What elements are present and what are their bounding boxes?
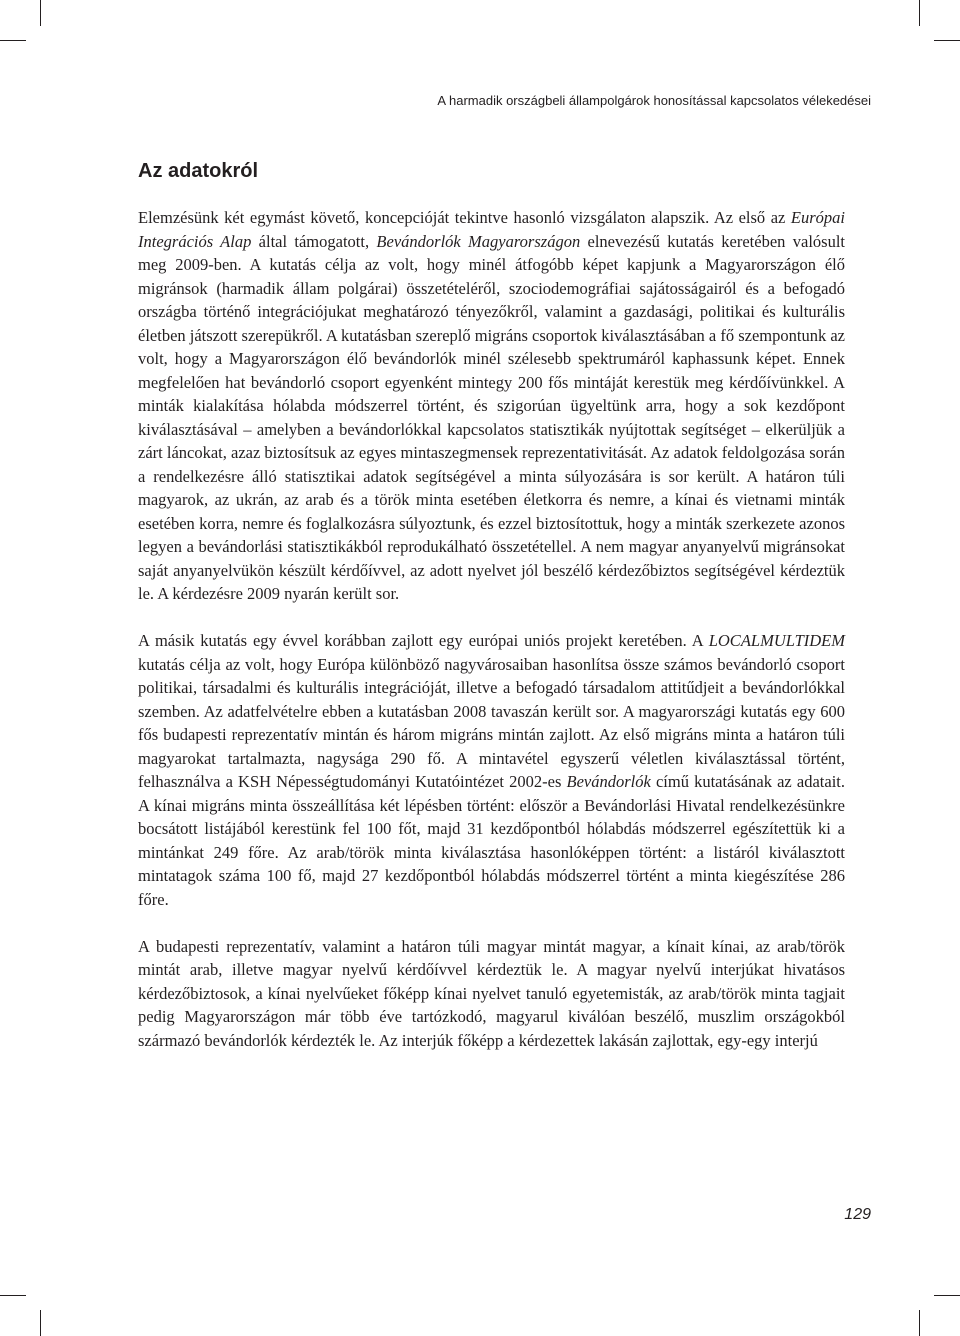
page-number: 129 bbox=[844, 1206, 871, 1223]
body-text bbox=[138, 206, 845, 1052]
crop-mark-bottom-right-h bbox=[934, 1295, 960, 1296]
paragraph-3: A budapesti reprezentatív, valamint a határon túli magyar mintát magyar, a kínait kínai, az arab/török mintát arab, illetve magyar nyelvű kérdőívvel kérdeztük le. A magyar nyelvű interjúkat hivatásos kérdezőbiztosok, a kínai nyelvűeket főképp kínai nyelvet tanuló egyetemisták, az arab/török minta tagjait pedig Magyarországon már több éve tartózkodó, magyarul kiválóan beszélő, muszlim országokból származó bevándorlók kérdezték le. Az interjúk főképp a kérdezettek lakásán zajlottak, egy-egy interjú bbox=[138, 936, 845, 1050]
crop-mark-top-left-h bbox=[0, 40, 26, 41]
crop-mark-bottom-right-v bbox=[919, 1310, 920, 1336]
crop-mark-bottom-left-v bbox=[40, 1310, 41, 1336]
running-header: A harmadik országbeli állampolgárok honosítással kapcsolatos vélekedései bbox=[437, 93, 871, 108]
paragraph-2: A másik kutatás egy évvel korábban zajlott egy európai uniós projekt keretében. A LOCALMULTIDEM kutatás célja az volt, hogy Európa különböző nagyvárosaiban hasonlítsa össze számos bevándorló csoport politikai, társadalmi és kulturális integrációját, illetve a befogadó társadalom attitűdjeit a bevándorlókkal szemben. Az adatfelvételre ebben a kutatásban 2008 tavaszán került sor. A magyarországi kutatás egy 600 fős budapesti reprezentatív mintán és három migráns mintán zajlott. Az első migráns minta a határon túli magyarokat tartalmazta, nagysága 290 fő. A mintavétel egyszerű véletlen kiválasztással történt, felhasználva a KSH Népességtudományi Kutatóintézet 2002-es Bevándorlók című kutatásának az adatait. A kínai migráns minta összeállítása két lépésben történt: először a Bevándorlási Hivatal rendelkezésünkre bocsátott listájából kerestünk fel 100 főt, majd 31 kezdőpontból hólabdás módszerrel egészítettük ki a mintánkat 249 főre. Az arab/török minta kiválasztása hasonlóképpen történt: a listáról kiválasztott mintatagok száma 100 fő, majd 27 kezdőpontból hólabdás módszerrel történt a minta kiegészítése 286 főre. bbox=[138, 631, 845, 909]
crop-mark-top-right-h bbox=[934, 40, 960, 41]
crop-mark-bottom-left-h bbox=[0, 1295, 26, 1296]
crop-mark-top-right-v bbox=[919, 0, 920, 26]
section-title: Az adatokról bbox=[138, 160, 259, 182]
paragraph-1: Elemzésünk két egymást követő, koncepcióját tekintve hasonló vizsgálaton alapszik. Az első az Európai Integrációs Alap által támogatott, Bevándorlók Magyarországon elnevezésű kutatás keretében valósult meg 2009-ben. A kutatás célja az volt, hogy minél átfogóbb képet kapjunk a Magyarországon élő migránsok (harmadik állam polgárai) összetételéről, szociodemográfiai sajátosságairól és a befogadó országba történő integrációjukat meghatározó tényezőkről, valamint a gazdasági, politikai és kulturális életben játszott szerepükről. A kutatásban szereplő migráns csoportok kiválasztásában a fő szempontunk az volt, hogy a Magyarországon élő bevándorlók minél szélesebb spektrumáról kaphassunk képet. Ennek megfelelően hat bevándorló csoport egyenként mintegy 200 fős mintáját kerestük meg kérdőívünkkel. A minták kialakítása hólabda módszerrel történt, és szigorúan ügyeltünk arra, hogy a sok kezdőpont kiválasztásával – amelyben a bevándorlókkal kapcsolatos statisztikák nyújtottak segítséget – elkerüljük a zárt láncokat, azaz biztosítsuk az egyes mintaszegmensek reprezentativitását. Az adatok feldolgozása során a rendelkezésre álló statisztikai adatok segítségével a minta súlyozására is sor került. A határon túli magyarok, az ukrán, az arab és a török minta esetében életkorra és nemre, a kínai és vietnami minták esetében korra, nemre és foglalkozásra súlyoztunk, és ezzel biztosítottuk, hogy a minták szerkezete azonos legyen a bevándorlási statisztikákból reprodukálható összetétellel. A nem magyar anyanyelvű migránsokat saját anyanyelvükön készült kérdőívvel, az adott nyelvet jól beszélő kérdezőbiztos segítségével kérdeztük le. A kérdezésre 2009 nyarán került sor. bbox=[138, 208, 845, 603]
crop-mark-top-left-v bbox=[40, 0, 41, 26]
